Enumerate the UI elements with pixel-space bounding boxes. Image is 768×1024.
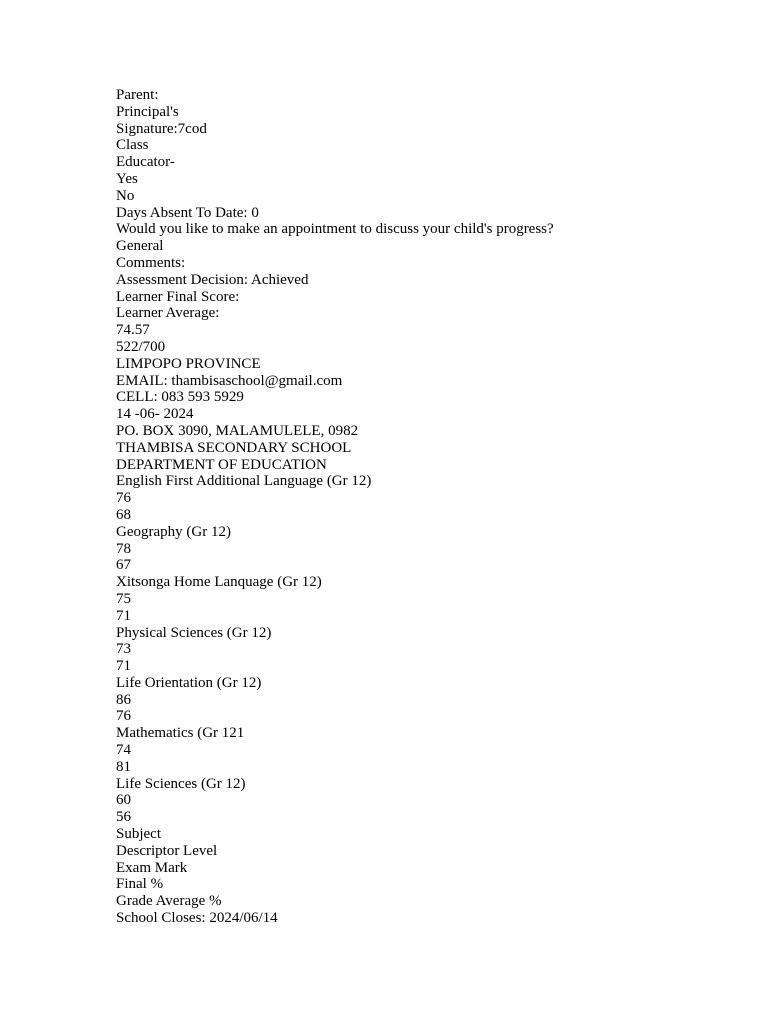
life-sciences-value-2: 56 [116,809,131,826]
parent-label: Parent: [116,87,159,103]
subject-physical-sciences: Physical Sciences (Gr 12) [116,624,272,641]
final-score-label: Learner Final Score: [116,288,240,305]
english-value-2: 68 [116,506,131,523]
column-header-exam-mark: Exam Mark [116,859,188,876]
days-absent: Days Absent To Date: 0 [116,204,259,221]
general-label: General [116,238,164,255]
subject-xitsonga: Xitsonga Home Lanquage (Gr 12) [116,574,322,591]
life-orientation-value-1: 86 [116,691,131,708]
physical-sciences-value-2: 71 [116,658,131,675]
educator-label: Educator- [116,154,175,171]
subject-geography: Geography (Gr 12) [116,523,231,540]
final-score-value: 522/700 [116,338,166,355]
xitsonga-value-1: 75 [116,590,131,607]
school-closes: School Closes: 2024/06/14 [116,910,278,927]
report-date: 14 -06- 2024 [116,406,194,423]
appointment-question: Would you like to make an appointment to discuss your child's progress? [116,221,554,238]
geography-value-1: 78 [116,540,131,557]
department-name: DEPARTMENT OF EDUCATION [116,456,327,473]
school-address: PO. BOX 3090, MALAMULELE, 0982 [116,422,359,439]
subject-mathematics: Mathematics (Gr 121 [116,725,245,742]
column-header-final-percent: Final % [116,876,164,893]
column-header-grade-average: Grade Average % [116,893,222,910]
province: LIMPOPO PROVINCE [116,355,261,372]
school-name: THAMBISA SECONDARY SCHOOL [116,439,352,456]
column-header-subject: Subject [116,826,161,843]
principal-label: Principal's [116,103,179,120]
subject-english: English First Additional Language (Gr 12) [116,473,372,490]
subject-life-orientation: Life Orientation (Gr 12) [116,674,262,691]
xitsonga-value-2: 71 [116,607,131,624]
mathematics-value-2: 81 [116,758,131,775]
signature-label: Signature:7cod [116,120,207,137]
column-header-descriptor-level: Descriptor Level [116,842,218,859]
life-orientation-value-2: 76 [116,708,131,725]
class-label: Class [116,137,149,154]
learner-average-label: Learner Average: [116,305,220,322]
mathematics-value-1: 74 [116,742,131,759]
yes-option: Yes [116,170,138,187]
report-card-text [116,87,736,927]
physical-sciences-value-1: 73 [116,641,131,658]
learner-average-value: 74.57 [116,322,150,339]
geography-value-2: 67 [116,557,131,574]
assessment-decision: Assessment Decision: Achieved [116,271,309,288]
life-sciences-value-1: 60 [116,792,131,809]
school-email: EMAIL: thambisaschool@gmail.com [116,372,343,389]
no-option: No [116,187,135,204]
school-cell: CELL: 083 593 5929 [116,389,244,406]
subject-life-sciences: Life Sciences (Gr 12) [116,775,246,792]
comments-label: Comments: [116,254,186,271]
english-value-1: 76 [116,490,131,507]
